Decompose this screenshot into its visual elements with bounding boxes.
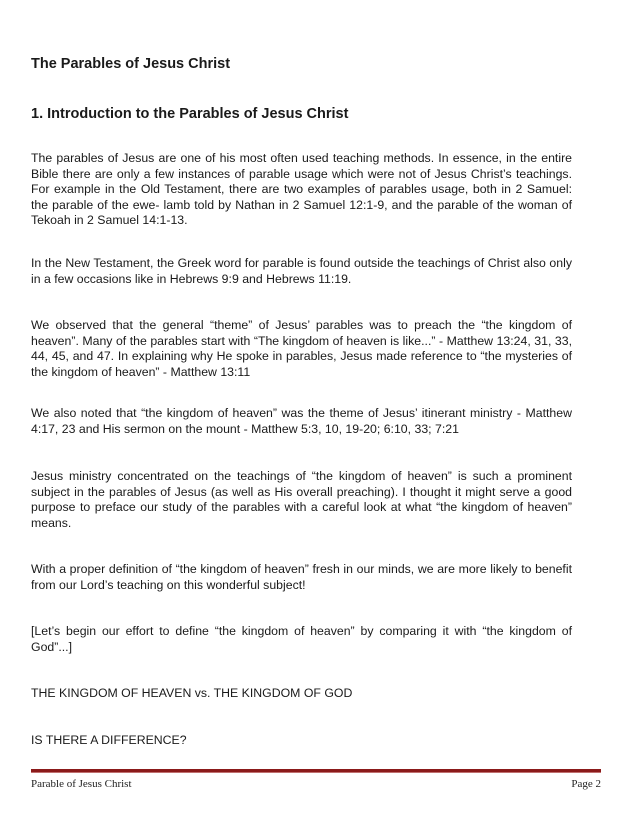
paragraph-intro: The parables of Jesus are one of his most often used teaching methods. In essence, in the entire Bible there are only a few instances of parable usage which were not of Jesus Christ’s teachings. For example in the Old Testament, there are two examples of parables usage, both in 2 Samuel: the parable of the ewe- lamb told by Nathan in 2 Samuel 12:1-9, and the parable of the woman of Tekoah in 2 Samuel 14:1-13. <box>31 151 572 227</box>
paragraph-new-testament: In the New Testament, the Greek word for parable is found outside the teachings of Christ also only in a few occasions like in Hebrews 9:9 and Hebrews 11:19. <box>31 256 572 286</box>
footer-document-name: Parable of Jesus Christ <box>31 778 132 790</box>
footer-page-number: Page 2 <box>571 778 601 790</box>
section-title: 1. Introduction to the Parables of Jesus Christ <box>31 106 349 122</box>
paragraph-begin: [Let’s begin our effort to define “the kingdom of heaven” by comparing it with “the kingdom of God”...] <box>31 624 572 654</box>
document-title: The Parables of Jesus Christ <box>31 56 231 72</box>
paragraph-ministry: We also noted that “the kingdom of heaven” was the theme of Jesus’ itinerant ministry - Matthew 4:17, 23 and His sermon on the mount - Matthew 5:3, 10, 19-20; 6:10, 33; 7:21 <box>31 406 572 436</box>
footer-rule <box>31 769 601 773</box>
paragraph-heading-vs: THE KINGDOM OF HEAVEN vs. THE KINGDOM OF GOD <box>31 686 353 700</box>
paragraph-theme: We observed that the general “theme” of Jesus’ parables was to preach the “the kingdom of heaven”. Many of the parables start with “The kingdom of heaven is like...” - Matthew 13:24, 31, 33, 44, 45, and 47. In explaining why He spoke in parables, Jesus made reference to “the mysteries of the kingdom of heaven” - Matthew 13:11 <box>31 318 572 379</box>
paragraph-definition: With a proper definition of “the kingdom of heaven” fresh in our minds, we are more likely to benefit from our Lord’s teaching on this wonderful subject! <box>31 562 572 592</box>
paragraph-concentrated: Jesus ministry concentrated on the teachings of “the kingdom of heaven” is such a prominent subject in the parables of Jesus (as well as His overall preaching). I thought it might serve a good purpose to preface our study of the parables with a careful look at what “the kingdom of heaven” means. <box>31 469 572 530</box>
paragraph-question: IS THERE A DIFFERENCE? <box>31 733 187 747</box>
